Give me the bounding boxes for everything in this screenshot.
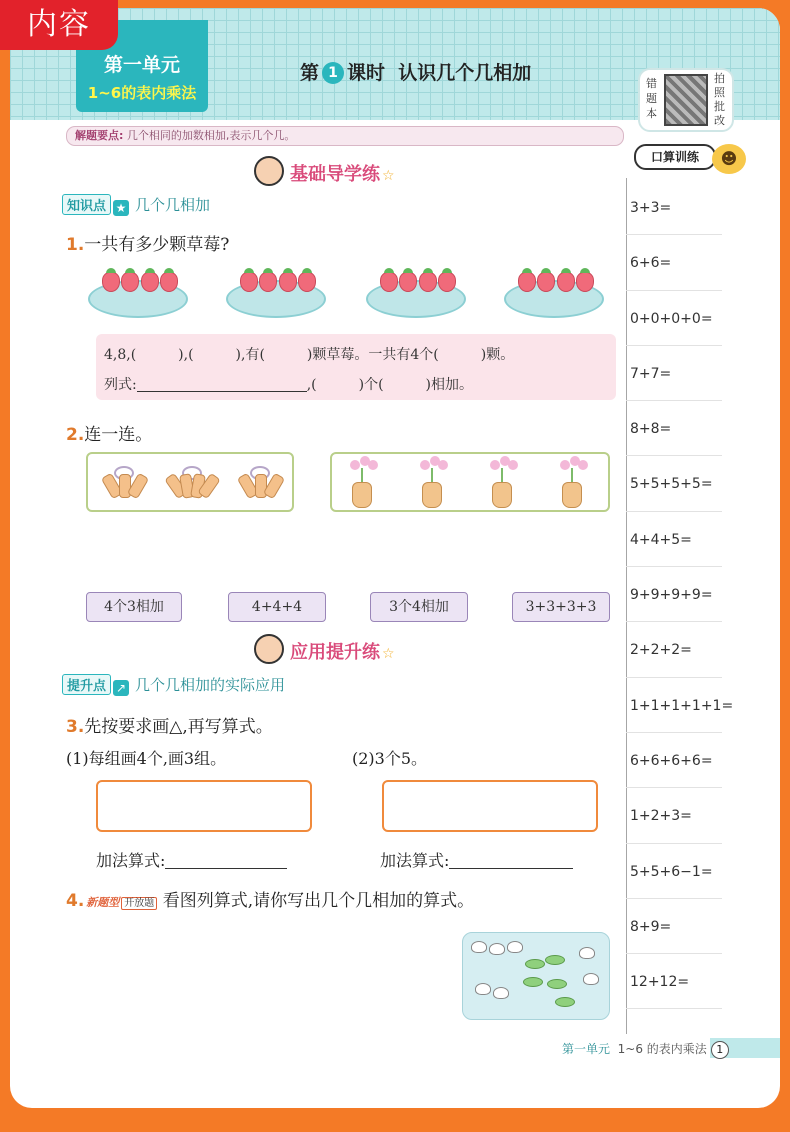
duck-icon: [583, 973, 599, 985]
addition-formula-2: [380, 848, 573, 871]
oral-item[interactable]: 0+0+0+0=: [626, 291, 722, 346]
question-number: 4.: [66, 891, 85, 911]
duck-icon: [475, 983, 491, 995]
tips-text: 几个相同的加数相加,表示几个几。: [126, 129, 296, 142]
section-basic-heading: [254, 156, 395, 186]
oral-item[interactable]: 7+7=: [626, 346, 722, 401]
tips-label: 解题要点:: [75, 129, 124, 142]
question-text: 连一连。: [84, 425, 153, 445]
lily-pad-icon: [555, 997, 575, 1007]
oral-item[interactable]: 8+8=: [626, 401, 722, 456]
question-number: 1.: [66, 235, 85, 255]
oral-item[interactable]: 8+9=: [626, 899, 722, 954]
star-badge-icon: ★: [113, 200, 129, 216]
oral-item[interactable]: 5+5+6−1=: [626, 844, 722, 899]
match-option[interactable]: 4+4+4: [228, 592, 326, 622]
page-number: 1: [711, 1041, 729, 1059]
question-4: [66, 886, 474, 911]
formula-label: 加法算式:: [96, 851, 166, 870]
footer-title: 1~6 的表内乘法: [617, 1042, 707, 1056]
lesson-name: 认识几个几相加: [398, 62, 532, 84]
photo-grade-label: 拍照批改: [714, 72, 725, 127]
strawberry-plate: [88, 280, 188, 318]
question-text: 先按要求画△,再写算式。: [84, 717, 273, 737]
drawing-box-1[interactable]: [96, 780, 312, 832]
oral-item[interactable]: 1+2+3=: [626, 788, 722, 843]
oral-item[interactable]: 2+2+2=: [626, 622, 722, 677]
formula-suffix: ,( )个( )相加。: [306, 377, 474, 393]
unit-title: 第一单元: [103, 54, 180, 76]
formula-blank[interactable]: [165, 868, 287, 869]
oral-training-title: 口算训练: [634, 144, 716, 170]
oral-item[interactable]: 9+9+9+9=: [626, 567, 722, 622]
improvement-point: [62, 674, 285, 696]
error-book-qr[interactable]: [638, 68, 734, 132]
star-icon: ☆: [382, 646, 395, 662]
lily-pad-icon: [525, 959, 545, 969]
keys-icon: [102, 466, 146, 494]
formula-label: 列式:: [104, 377, 137, 393]
open-question-label: 开放题: [121, 897, 157, 910]
lesson-prefix: 第: [300, 62, 320, 84]
formula-label: 加法算式:: [380, 851, 450, 870]
formula-blank[interactable]: [449, 868, 573, 869]
question-1: [66, 230, 229, 255]
formula-blank[interactable]: [137, 391, 307, 392]
knowledge-point-text: 几个几相加: [135, 196, 211, 214]
smiley-icon: ☻: [712, 144, 746, 174]
match-option[interactable]: 3个4相加: [370, 592, 468, 622]
footer-unit: 第一单元: [562, 1042, 611, 1056]
keys-icon: [170, 466, 214, 494]
solution-tips: [66, 126, 624, 146]
answer-line-1[interactable]: 4,8,( ),( ),有( )颗草莓。一共有4个( )颗。: [104, 347, 515, 363]
knowledge-point-tag: 知识点: [62, 194, 111, 215]
knowledge-point: [62, 194, 210, 216]
duck-icon: [579, 947, 595, 959]
page-footer: [562, 1040, 729, 1059]
question-number: 3.: [66, 717, 85, 737]
match-option[interactable]: 4个3相加: [86, 592, 182, 622]
oral-item[interactable]: 6+6+6+6=: [626, 733, 722, 788]
pond-picture: [462, 932, 610, 1020]
error-book-label: 错题本: [646, 77, 657, 120]
section-applied-heading: [254, 634, 395, 664]
oral-training-list: [626, 180, 734, 1009]
answer-line-2[interactable]: [104, 374, 473, 394]
strawberry-plate: [226, 280, 326, 318]
question-3-part-1: (1)每组画4个,画3组。: [66, 749, 227, 768]
new-type-tag: [84, 894, 157, 910]
arrow-badge-icon: ↗: [113, 680, 129, 696]
oral-item[interactable]: 12+12=: [626, 954, 722, 1009]
section-applied-title: 应用提升练: [290, 642, 380, 663]
question-3-part-2: (2)3个5。: [352, 749, 428, 768]
new-type-label: 新题型: [86, 896, 120, 909]
match-option[interactable]: 3+3+3+3: [512, 592, 610, 622]
keys-picture-box: [86, 452, 294, 512]
worksheet-page: [10, 8, 780, 1108]
keys-icon: [238, 466, 282, 494]
lesson-title: [300, 58, 531, 85]
unit-subtitle: 1~6的表内乘法: [87, 84, 197, 102]
kid-icon: [254, 156, 284, 186]
addition-formula-1: [96, 848, 287, 871]
kid-icon: [254, 634, 284, 664]
lily-pad-icon: [523, 977, 543, 987]
question-text: 一共有多少颗草莓?: [84, 235, 230, 255]
section-basic-title: 基础导学练: [290, 164, 380, 185]
content-tag: 内容: [0, 0, 118, 50]
lily-pad-icon: [545, 955, 565, 965]
oral-item[interactable]: 6+6=: [626, 235, 722, 290]
question-number: 2.: [66, 425, 85, 445]
improvement-point-text: 几个几相加的实际应用: [135, 676, 286, 694]
lesson-number: 1: [322, 62, 344, 84]
vases-picture-box: [330, 452, 610, 512]
answer-box: [96, 334, 616, 400]
lily-pad-icon: [547, 979, 567, 989]
question-2: [66, 420, 152, 445]
duck-icon: [489, 943, 505, 955]
oral-item[interactable]: 5+5+5+5=: [626, 456, 722, 511]
strawberry-plate: [366, 280, 466, 318]
oral-item[interactable]: 4+4+5=: [626, 512, 722, 567]
lesson-suffix: 课时: [347, 62, 386, 84]
question-3: [66, 712, 273, 737]
duck-icon: [507, 941, 523, 953]
question-text: 看图列算式,请你写出几个几相加的算式。: [162, 891, 475, 911]
duck-icon: [471, 941, 487, 953]
oral-item[interactable]: 3+3=: [626, 180, 722, 235]
duck-icon: [493, 987, 509, 999]
star-icon: ☆: [382, 168, 395, 184]
improvement-point-tag: 提升点: [62, 674, 111, 695]
oral-item[interactable]: 1+1+1+1+1=: [626, 678, 722, 733]
strawberry-plate: [504, 280, 604, 318]
qr-code-icon: [664, 74, 708, 126]
drawing-box-2[interactable]: [382, 780, 598, 832]
